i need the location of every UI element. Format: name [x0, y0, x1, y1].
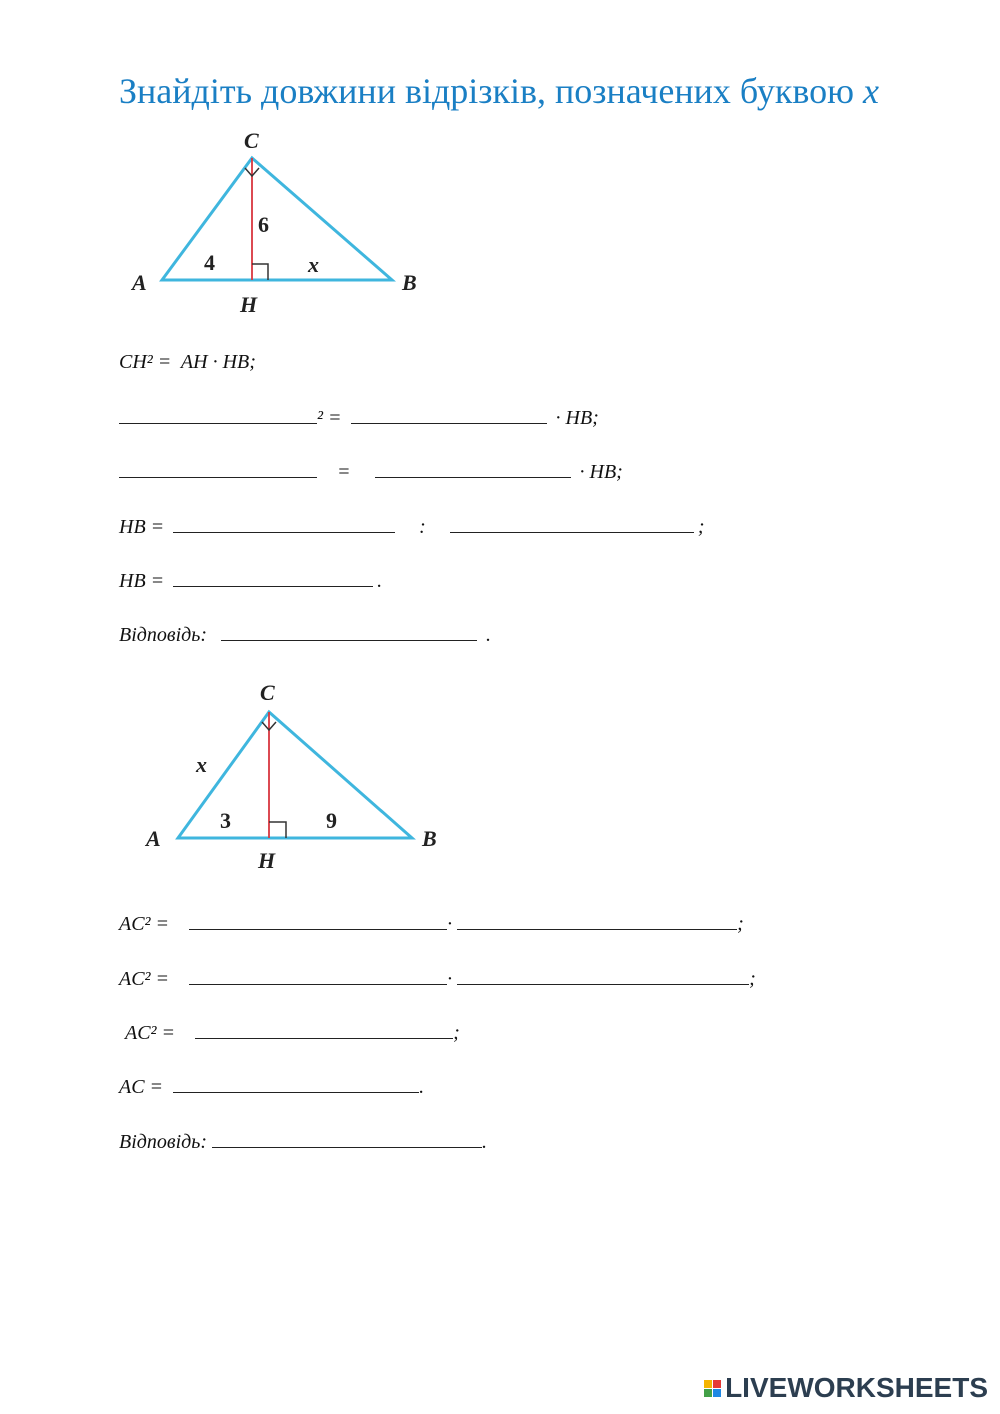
logo-square-blue — [713, 1389, 721, 1397]
answer-blank-12[interactable] — [195, 1019, 453, 1039]
text-hb-equals: HB = — [119, 516, 165, 538]
text-divide: : — [419, 516, 426, 538]
logo-square-yellow — [704, 1380, 712, 1388]
task1-line5 — [119, 567, 382, 593]
text-ac-equals: AC = — [119, 1076, 164, 1098]
label-ah-value-2: 3 — [220, 808, 231, 833]
formula-ch: CH² = AH · HB; — [119, 351, 256, 373]
task1-line2 — [119, 404, 599, 430]
task2-line2 — [119, 965, 756, 991]
label-ac-value: x — [196, 752, 207, 777]
label-a-2: A — [146, 826, 161, 851]
answer-blank-1[interactable] — [119, 404, 317, 424]
answer-label-2: Відповідь: — [119, 1131, 208, 1153]
text-ac-squared-equals-3: AC² = — [125, 1022, 176, 1044]
triangle-abc-2 — [178, 712, 412, 838]
right-angle-mark-h — [252, 264, 268, 280]
task2-answer — [119, 1128, 487, 1154]
page-title — [119, 70, 879, 112]
label-ch-value: 6 — [258, 212, 269, 237]
label-ah-value: 4 — [204, 250, 215, 275]
text-ac-squared-equals: AC² = — [119, 913, 170, 935]
task1-answer — [119, 621, 491, 647]
triangle-figure-1 — [120, 122, 440, 322]
text-period: . — [377, 570, 383, 592]
title-text: Знайдіть довжини відрізків, позначених буквою — [119, 71, 863, 111]
right-angle-mark-h-2 — [269, 822, 286, 838]
triangle-figure-2 — [140, 676, 460, 876]
answer-blank-2[interactable] — [351, 404, 547, 424]
text-times-2: · — [447, 968, 453, 990]
text-semicolon-3: ; — [749, 968, 756, 990]
triangle-abc — [162, 158, 392, 280]
answer-blank-3[interactable] — [119, 458, 317, 478]
liveworksheets-logo-icon — [704, 1380, 721, 1397]
answer-blank-7[interactable] — [173, 567, 373, 587]
label-b: B — [402, 270, 417, 295]
logo-square-red — [713, 1380, 721, 1388]
task1-line4 — [119, 513, 705, 539]
text-period-3: . — [419, 1076, 425, 1098]
label-b-2: B — [422, 826, 437, 851]
answer-blank-6[interactable] — [450, 513, 694, 533]
label-h-2: H — [258, 848, 276, 873]
liveworksheets-logo — [704, 1372, 988, 1404]
label-c-2: C — [260, 680, 275, 705]
text-times-hb-2: · HB; — [579, 461, 623, 483]
answer-blank-4[interactable] — [375, 458, 571, 478]
text-semicolon-4: ; — [453, 1022, 460, 1044]
final-answer-blank-2[interactable] — [212, 1128, 482, 1148]
task1-line3 — [119, 458, 623, 484]
task2-line1 — [119, 910, 744, 936]
text-hb-equals-2: HB = — [119, 570, 165, 592]
text-times-hb: · HB; — [555, 407, 599, 429]
label-a: A — [132, 270, 147, 295]
task2-line4 — [119, 1073, 424, 1099]
text-squared-equals: ² = — [317, 407, 342, 429]
text-ac-squared-equals-2: AC² = — [119, 968, 170, 990]
answer-blank-11[interactable] — [457, 965, 749, 985]
answer-blank-9[interactable] — [457, 910, 737, 930]
label-h: H — [240, 292, 258, 317]
answer-blank-8[interactable] — [189, 910, 447, 930]
label-hb-value: x — [308, 252, 319, 277]
answer-blank-13[interactable] — [173, 1073, 419, 1093]
brand-name: LIVEWORKSHEETS — [725, 1372, 988, 1403]
text-semicolon-2: ; — [737, 913, 744, 935]
text-period-4: . — [482, 1131, 488, 1153]
logo-square-green — [704, 1389, 712, 1397]
text-equals: = — [337, 461, 351, 483]
final-answer-blank-1[interactable] — [221, 621, 477, 641]
task2-line3 — [125, 1019, 460, 1045]
answer-blank-10[interactable] — [189, 965, 447, 985]
text-times: · — [447, 913, 453, 935]
task1-line1 — [119, 350, 256, 374]
title-variable: x — [862, 71, 879, 111]
text-semicolon: ; — [697, 516, 705, 538]
label-c: C — [244, 128, 259, 153]
answer-label-1: Відповідь: — [119, 624, 208, 646]
label-hb-value-2: 9 — [326, 808, 337, 833]
text-period-2: . — [486, 624, 492, 646]
answer-blank-5[interactable] — [173, 513, 395, 533]
